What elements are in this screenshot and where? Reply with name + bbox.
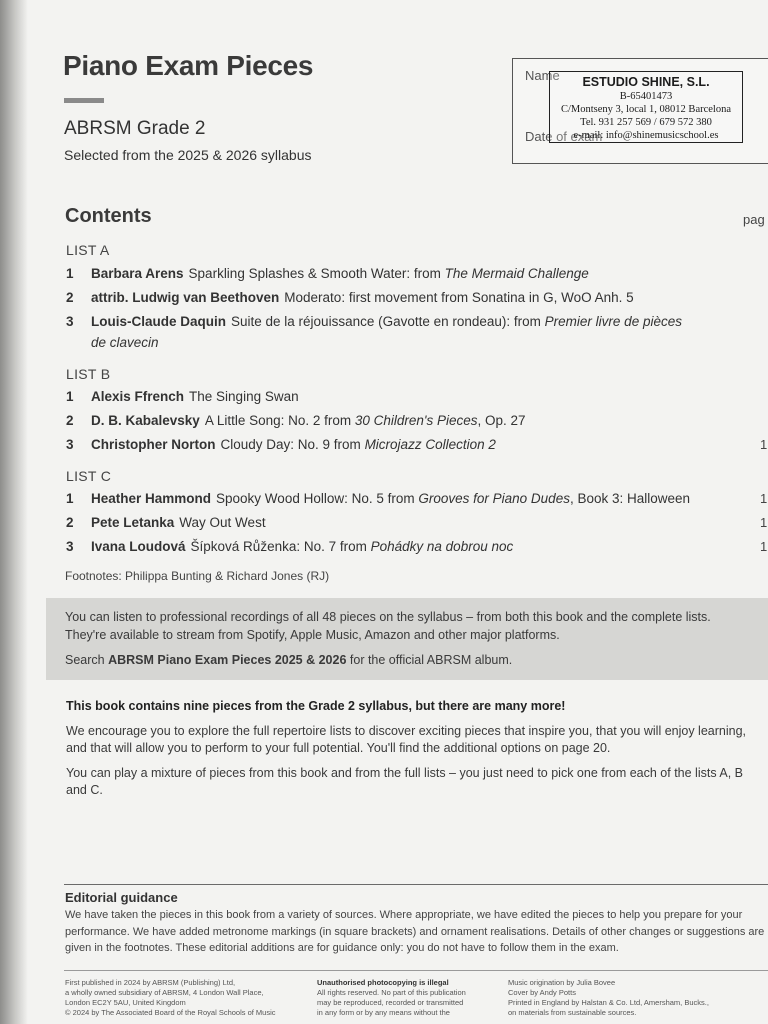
name-label: Name	[525, 68, 560, 83]
list-item-continuation: de clavecin	[91, 335, 159, 350]
stamp-phone: Tel. 931 257 569 / 679 572 380	[580, 117, 712, 128]
recordings-line-1: You can listen to professional recordings of all 48 pieces on the syllabus – from both this book and the complete lists.	[65, 610, 711, 624]
intro-heading: This book contains nine pieces from the Grade 2 syllabus, but there are many more!	[66, 699, 566, 713]
page-column-label: pag	[743, 212, 765, 227]
page-number: 1	[760, 539, 768, 554]
list-b-label: LIST B	[66, 366, 111, 382]
list-item: 2 attrib. Ludwig van Beethoven Moderato: first movement from Sonatina in G, WoO Anh. 5	[66, 290, 634, 305]
list-item: 2 Pete Letanka Way Out West	[66, 515, 266, 530]
recordings-search-line: Search ABRSM Piano Exam Pieces 2025 & 2026 for the official ABRSM album.	[65, 653, 513, 667]
copyright-notice: Unauthorised photocopying is illegal All rights reserved. No part of this publication may be reproduced, recorded or transmitted in any form or by any means without the	[317, 978, 466, 1017]
list-item: 3 Christopher Norton Cloudy Day: No. 9 from Microjazz Collection 2	[66, 437, 496, 452]
intro-paragraph-1: We encourage you to explore the full repertoire lists to discover exciting pieces that inspire you, that you will enjoy learning, and that will allow you to perform to your full potential. You'll find the additional options on page 20.	[66, 724, 746, 755]
date-of-exam-label: Date of exam	[525, 129, 603, 144]
name-date-box	[512, 58, 768, 164]
stamp-address: C/Montseny 3, local 1, 08012 Barcelona	[560, 104, 731, 115]
school-stamp	[549, 71, 743, 143]
divider	[64, 970, 768, 971]
list-item: 3 Louis-Claude Daquin Suite de la réjouissance (Gavotte en rondeau): from Premier livre de pièces	[66, 314, 682, 329]
recordings-line-2: They're available to stream from Spotify, Apple Music, Amazon and other major platforms.	[65, 628, 560, 642]
page-number: 1	[760, 491, 768, 506]
editorial-heading: Editorial guidance	[65, 890, 178, 905]
production-credits: Music origination by Julia Bovee Cover by Andy Potts Printed in England by Halstan & Co. Ltd, Amersham, Bucks., on materials from sustainable sources.	[508, 978, 709, 1017]
stamp-id: B-65401473	[619, 91, 673, 102]
list-item: 1 Heather Hammond Spooky Wood Hollow: No. 5 from Grooves for Piano Dudes, Book 3: Halloween	[66, 491, 691, 506]
page-title: Piano Exam Pieces	[63, 50, 314, 81]
list-a-label: LIST A	[66, 242, 110, 258]
publication-info: First published in 2024 by ABRSM (Publishing) Ltd, a wholly owned subsidiary of ABRSM, 4 London Wall Place, London EC2Y 5AU, United Kingdom © 2024 by The Associated Board of the Royal Schools of Music	[65, 978, 276, 1017]
syllabus-subtitle: Selected from the 2025 & 2026 syllabus	[64, 147, 312, 163]
stamp-email: e-mail: info@shinemusicschool.es	[573, 130, 719, 141]
page-number: 1	[760, 437, 768, 452]
title-underline	[64, 98, 104, 103]
footnotes-credit: Footnotes: Philippa Bunting & Richard Jones (RJ)	[65, 569, 330, 583]
list-item: 1 Alexis Ffrench The Singing Swan	[66, 389, 299, 404]
page-gutter-shadow	[0, 0, 28, 1024]
stamp-name: ESTUDIO SHINE, S.L.	[582, 75, 710, 89]
divider	[64, 884, 768, 885]
list-item: 2 D. B. Kabalevsky A Little Song: No. 2 from 30 Children's Pieces, Op. 27	[66, 413, 526, 428]
page-number: 1	[760, 515, 768, 530]
contents-heading: Contents	[65, 205, 152, 227]
intro-paragraph-2: You can play a mixture of pieces from this book and from the full lists – you just need to pick one from each of the lists A, B and C.	[66, 766, 743, 797]
grade-subtitle: ABRSM Grade 2	[64, 118, 206, 139]
list-c-label: LIST C	[66, 468, 112, 484]
list-item: 3 Ivana Loudová Šípková Růženka: No. 7 from Pohádky na dobrou noc	[66, 539, 514, 554]
recordings-panel	[46, 598, 768, 680]
editorial-text: We have taken the pieces in this book from a variety of sources. Where appropriate, we have edited the pieces to help you prepare for your performance. We have added metronome markings (in square brackets) and ornament realisations. Details of other changes or suggestions are given in the footnotes. These editorial additions are for guidance only: you do not have to follow them in the exam.	[65, 909, 765, 954]
list-item: 1 Barbara Arens Sparkling Splashes & Smooth Water: from The Mermaid Challenge	[66, 266, 589, 281]
